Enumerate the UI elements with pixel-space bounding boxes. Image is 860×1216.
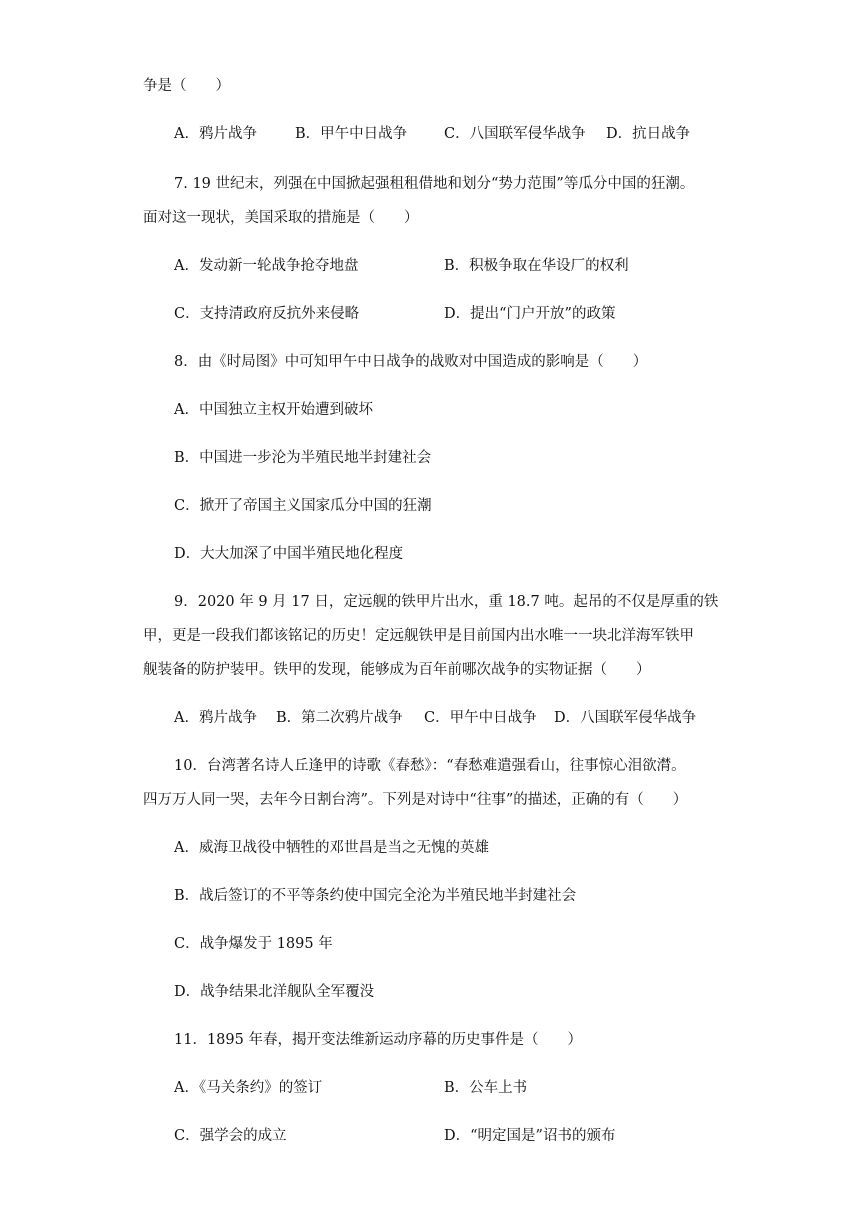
q6-option-b: B．甲午中日战争 <box>295 126 408 142</box>
q9-option-d: D．八国联军侵华战争 <box>554 710 697 726</box>
q10-stem-line1: 10．台湾著名诗人丘逢甲的诗歌《春愁》：“春愁难遣强看山，往事惊心泪欲潸。 <box>174 758 686 774</box>
q9-option-b: B．第二次鸦片战争 <box>276 710 403 726</box>
q7-option-d: D．提出“门户开放”的政策 <box>444 306 616 322</box>
q11-option-d: D．“明定国是”诏书的颁布 <box>444 1128 616 1144</box>
q10-option-b: B．战后签订的不平等条约使中国完全沦为半殖民地半封建社会 <box>174 888 577 904</box>
q11-option-c: C．强学会的成立 <box>174 1128 287 1144</box>
q9-stem-line1: 9．2020 年 9 月 17 日，定远舰的铁甲片出水，重 18.7 吨。起吊的不仅是厚重的铁 <box>174 594 719 610</box>
q7-stem-line2: 面对这一现状，美国采取的措施是（ ） <box>143 210 419 226</box>
q10-option-a: A．威海卫战役中牺牲的邓世昌是当之无愧的英雄 <box>174 840 489 856</box>
q7-stem-line1: 7. 19 世纪末，列强在中国掀起强租租借地和划分“势力范围”等瓜分中国的狂潮。 <box>174 176 695 192</box>
q6-option-c: C．八国联军侵华战争 <box>444 126 586 142</box>
q8-option-a: A．中国独立主权开始遭到破坏 <box>174 402 373 418</box>
q9-stem-line2: 甲，更是一段我们都该铭记的历史！定远舰铁甲是目前国内出水唯一一块北洋海军铁甲 <box>143 628 694 644</box>
q11-stem: 11．1895 年春，揭开变法维新运动序幕的历史事件是（ ） <box>174 1032 582 1048</box>
q6-option-d: D．抗日战争 <box>606 126 691 142</box>
q11-option-b: B．公车上书 <box>444 1080 528 1096</box>
q8-option-b: B．中国进一步沦为半殖民地半封建社会 <box>174 450 432 466</box>
q8-option-d: D．大大加深了中国半殖民地化程度 <box>174 546 404 562</box>
q6-option-a: A．鸦片战争 <box>174 126 257 142</box>
q7-option-a: A．发动新一轮战争抢夺地盘 <box>174 258 359 274</box>
q9-option-a: A．鸦片战争 <box>174 710 257 726</box>
q9-stem-line3: 舰装备的防护装甲。铁甲的发现，能够成为百年前哪次战争的实物证据（ ） <box>143 662 651 678</box>
q9-option-c: C．甲午中日战争 <box>424 710 537 726</box>
q6-stem: 争是（ ） <box>143 78 230 94</box>
q8-option-c: C．掀开了帝国主义国家瓜分中国的狂潮 <box>174 498 432 514</box>
q10-option-c: C．战争爆发于 1895 年 <box>174 936 333 952</box>
q8-stem: 8．由《时局图》中可知甲午中日战争的战败对中国造成的影响是（ ） <box>174 354 648 370</box>
q11-option-a: A．《马关条约》的签订 <box>174 1080 323 1096</box>
q7-option-b: B．积极争取在华设厂的权利 <box>444 258 629 274</box>
q10-option-d: D．战争结果北洋舰队全军覆没 <box>174 984 375 1000</box>
q7-option-c: C．支持清政府反抗外来侵略 <box>174 306 360 322</box>
q10-stem-line2: 四万万人同一哭，去年今日割台湾”。下列是对诗中“往事”的描述，正确的有（ ） <box>143 792 688 808</box>
